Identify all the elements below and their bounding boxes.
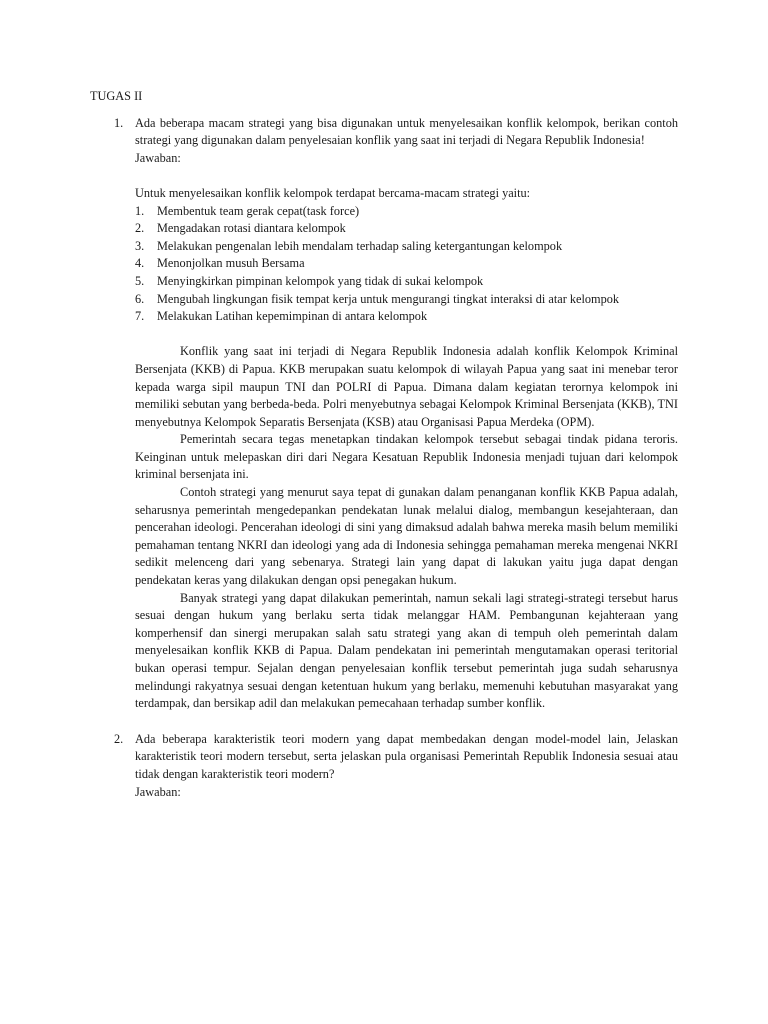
list-item-text: Menyingkirkan pimpinan kelompok yang tidak di sukai kelompok <box>157 273 484 288</box>
question-1-answer-label: Jawaban: <box>135 150 181 165</box>
strategy-list <box>135 203 678 326</box>
list-item-text: Melakukan pengenalan lebih mendalam terhadap saling ketergantungan kelompok <box>157 238 563 253</box>
question-1 <box>90 115 678 713</box>
question-1-number: 1. <box>114 115 124 130</box>
question-1-text: Ada beberapa macam strategi yang bisa digunakan untuk menyelesaikan konflik kelompok, berikan contoh strategi yang digunakan dalam penyelesaian konflik yang saat ini terjadi di Negara Republik Indonesia! <box>135 115 678 148</box>
list-item <box>135 308 678 326</box>
list-item <box>135 291 678 309</box>
list-item <box>135 238 678 256</box>
list-item <box>135 220 678 238</box>
answer-paragraph: Pemerintah secara tegas menetapkan tindakan kelompok tersebut sebagai tindak pidana teroris. Keinginan untuk melepaskan diri dari Negara Kesatuan Republik Indonesia menjadi tujuan dari kelompok kriminal bersenjata ini. <box>135 432 678 482</box>
document-title: TUGAS II <box>90 89 143 103</box>
question-2 <box>90 731 678 801</box>
spacer <box>135 167 678 185</box>
list-item-number: 7. <box>135 309 145 324</box>
list-item <box>135 203 678 221</box>
list-item-text: Mengubah lingkungan fisik tempat kerja untuk mengurangi tingkat interaksi di atar kelompok <box>157 291 620 306</box>
list-item-text: Melakukan Latihan kepemimpinan di antara kelompok <box>157 309 428 324</box>
list-item-number: 5. <box>135 273 145 288</box>
list-item <box>135 255 678 273</box>
list-item-number: 6. <box>135 291 145 306</box>
list-item-number: 2. <box>135 221 145 236</box>
list-item-number: 3. <box>135 238 145 253</box>
answer-paragraph: Konflik yang saat ini terjadi di Negara Republik Indonesia adalah konflik Kelompok Kriminal Bersenjata (KKB) di Papua. KKB merupakan suatu kelompok di wilayah Papua yang saat ini menebar teror kepada warga sipil maupun TNI dan POLRI di Papua. Dimana dalam kegiatan terornya kelompok ini memiliki sebutan yang berbeda-beda. Polri menyebutnya sebagai Kelompok Kriminal Bersenjata (KKB), TNI menyebutnya Kelompok Separatis Bersenjata (KSB) atau Organisasi Papua Merdeka (OPM). <box>135 344 678 429</box>
list-item-number: 1. <box>135 203 145 218</box>
list-item <box>135 273 678 291</box>
list-item-text: Menonjolkan musuh Bersama <box>157 256 305 271</box>
list-item-text: Membentuk team gerak cepat(task force) <box>157 203 360 218</box>
question-2-text: Ada beberapa karakteristik teori modern yang dapat membedakan dengan model-model lain, Jelaskan karakteristik teori modern tersebut, serta jelaskan pula organisasi Pemerintah Republik Indonesia sesuai atau tidak dengan karakteristik teori modern? <box>135 731 678 781</box>
spacer <box>135 326 678 344</box>
answer-1-intro: Untuk menyelesaikan konflik kelompok terdapat bercama-macam strategi yaitu: <box>135 185 531 200</box>
list-item-text: Mengadakan rotasi diantara kelompok <box>157 221 346 236</box>
list-item-number: 4. <box>135 256 145 271</box>
answer-paragraph: Banyak strategi yang dapat dilakukan pemerintah, namun sekali lagi strategi-strategi tersebut harus sesuai dengan hukum yang berlaku serta tidak melanggar HAM. Pembangunan kejahteraan yang komperhensif dan sinergi merupakan salah satu strategi yang akan di tempuh oleh pemerintah dalam menyelesaikan konflik KKB di Papua. Dalam pendekatan ini pemerintah mengutamakan operasi teritorial bukan operasi tempur. Sejalan dengan penyelesaian konflik tersebut pemerintah juga sudah seharusnya melindungi rakyatnya sesuai dengan ketentuan hukum yang berlaku, memenuhi kebutuhan masyarakat yang terdampak, dan bersikap adil dan melakukan pemecahaan terhadap sumber konflik. <box>135 590 678 711</box>
question-2-answer-label: Jawaban: <box>135 784 181 799</box>
answer-paragraph: Contoh strategi yang menurut saya tepat di gunakan dalam penanganan konflik KKB Papua adalah, seharusnya pemerintah mengedepankan pendekatan lunak melalui dialog, membangun kesejahteraan, dan pencerahan ideologi. Pencerahan ideologi di sini yang dimaksud adalah bahwa mereka masih belum memiliki pemahaman tentang NKRI dan ideologi yang ada di Indonesia sehingga pemahaman mereka mengenai NKRI sedikit melenceng dari yang sebenarya. Strategi lain yang dapat di lakukan yaitu juga dapat dengan pendekatan keras yang dilakukan dengan opsi penegakan hukum. <box>135 485 678 588</box>
question-2-number: 2. <box>114 731 124 746</box>
